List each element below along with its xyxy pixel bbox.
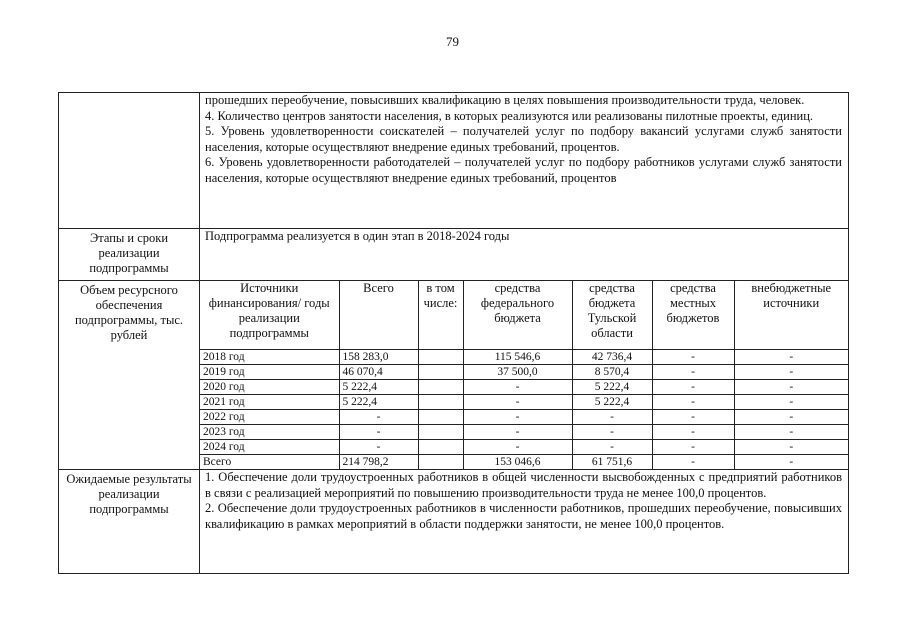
extra-cell: -: [734, 455, 848, 470]
total-cell: -: [339, 410, 418, 425]
including-cell: [418, 440, 463, 455]
total-cell: -: [339, 425, 418, 440]
including-cell: [418, 395, 463, 410]
year-cell: 2021 год: [200, 395, 339, 410]
including-cell: [418, 350, 463, 365]
outcome-item: 1. Обеспечение доли трудоустроенных работников в общей численности высвобожденных с предприятий работников в связи с реализацией мероприятий по повышению производительности труда не менее 100,0 процентов.: [205, 470, 842, 500]
table-row: [200, 425, 848, 440]
including-cell: [418, 425, 463, 440]
local-cell: -: [652, 365, 734, 380]
extra-cell: -: [734, 440, 848, 455]
extra-cell: -: [734, 410, 848, 425]
passport-table: [58, 92, 849, 574]
regional-cell: 61 751,6: [572, 455, 652, 470]
extra-cell: -: [734, 380, 848, 395]
page-number: 79: [446, 34, 459, 49]
local-cell: -: [652, 395, 734, 410]
local-cell: -: [652, 380, 734, 395]
local-cell: -: [652, 350, 734, 365]
regional-cell: 42 736,4: [572, 350, 652, 365]
header-extra: внебюджетные источники: [734, 281, 848, 350]
regional-cell: -: [572, 425, 652, 440]
regional-cell: -: [572, 440, 652, 455]
stages-row: [59, 229, 849, 281]
including-cell: [418, 455, 463, 470]
table-row: [200, 350, 848, 365]
extra-cell: -: [734, 350, 848, 365]
year-cell: 2020 год: [200, 380, 339, 395]
federal-cell: 37 500,0: [463, 365, 572, 380]
year-cell: 2019 год: [200, 365, 339, 380]
total-cell: 5 222,4: [339, 380, 418, 395]
federal-cell: -: [463, 395, 572, 410]
header-regional: средства бюджета Тульской области: [572, 281, 652, 350]
table-row: [200, 395, 848, 410]
regional-cell: 8 570,4: [572, 365, 652, 380]
indicator-line: 6. Уровень удовлетворенности работодателей – получателей услуг по подбору работников услугами служб занятости населения, которые осуществляют внедрение единых требований, процентов: [205, 155, 842, 185]
outcomes-content-cell: [200, 470, 849, 574]
financing-label: Объем ресурсного обеспечения подпрограммы, тыс. рублей: [59, 281, 200, 470]
indicators-row: [59, 93, 849, 229]
stages-label: Этапы и сроки реализации подпрограммы: [59, 229, 200, 281]
outcomes-row: [59, 470, 849, 574]
federal-cell: 153 046,6: [463, 455, 572, 470]
extra-cell: -: [734, 365, 848, 380]
outcome-item: 2. Обеспечение доли трудоустроенных работников в численности работников, прошедших переобучение, повысивших квалификацию в рамках мероприятий в области поддержки занятости, не менее 100,0 процентов.: [205, 501, 842, 531]
local-cell: -: [652, 410, 734, 425]
indicators-label-cell: [59, 93, 200, 229]
table-row: [200, 365, 848, 380]
stages-text: Подпрограмма реализуется в один этап в 2018-2024 годы: [200, 229, 849, 281]
local-cell: -: [652, 440, 734, 455]
year-cell: 2022 год: [200, 410, 339, 425]
indicator-line: 4. Количество центров занятости населения, в которых реализуются или реализованы пилотные проекты, единиц.: [205, 108, 814, 123]
table-row-total: [200, 455, 848, 470]
header-total: Всего: [339, 281, 418, 350]
financing-cell: [200, 281, 849, 470]
regional-cell: 5 222,4: [572, 380, 652, 395]
indicators-content-cell: [200, 93, 849, 229]
year-cell: Всего: [200, 455, 339, 470]
federal-cell: -: [463, 410, 572, 425]
total-cell: 5 222,4: [339, 395, 418, 410]
regional-cell: -: [572, 410, 652, 425]
year-cell: 2018 год: [200, 350, 339, 365]
header-source: Источники финансирования/ годы реализации подпрограммы: [200, 281, 339, 350]
financing-table: [200, 281, 848, 469]
table-row: [200, 440, 848, 455]
header-including: в том числе:: [418, 281, 463, 350]
local-cell: -: [652, 455, 734, 470]
federal-cell: -: [463, 440, 572, 455]
local-cell: -: [652, 425, 734, 440]
federal-cell: -: [463, 425, 572, 440]
header-local: средства местных бюджетов: [652, 281, 734, 350]
regional-cell: 5 222,4: [572, 395, 652, 410]
table-row: [200, 380, 848, 395]
extra-cell: -: [734, 395, 848, 410]
including-cell: [418, 380, 463, 395]
total-cell: 46 070,4: [339, 365, 418, 380]
year-cell: 2024 год: [200, 440, 339, 455]
including-cell: [418, 410, 463, 425]
federal-cell: -: [463, 380, 572, 395]
extra-cell: -: [734, 425, 848, 440]
table-row: [200, 410, 848, 425]
indicator-line: прошедших переобучение, повысивших квалификацию в целях повышения производительности труда, человек.: [205, 93, 805, 107]
total-cell: -: [339, 440, 418, 455]
year-cell: 2023 год: [200, 425, 339, 440]
financing-row: [59, 281, 849, 470]
header-federal: средства федерального бюджета: [463, 281, 572, 350]
indicator-line: 5. Уровень удовлетворенности соискателей – получателей услуг по подбору вакансий услугами служб занятости населения, которые осуществляют внедрение единых требований, процентов.: [205, 124, 842, 154]
total-cell: 158 283,0: [339, 350, 418, 365]
financing-header-row: [200, 281, 848, 350]
including-cell: [418, 365, 463, 380]
federal-cell: 115 546,6: [463, 350, 572, 365]
total-cell: 214 798,2: [339, 455, 418, 470]
outcomes-label: Ожидаемые результаты реализации подпрограммы: [59, 470, 200, 574]
